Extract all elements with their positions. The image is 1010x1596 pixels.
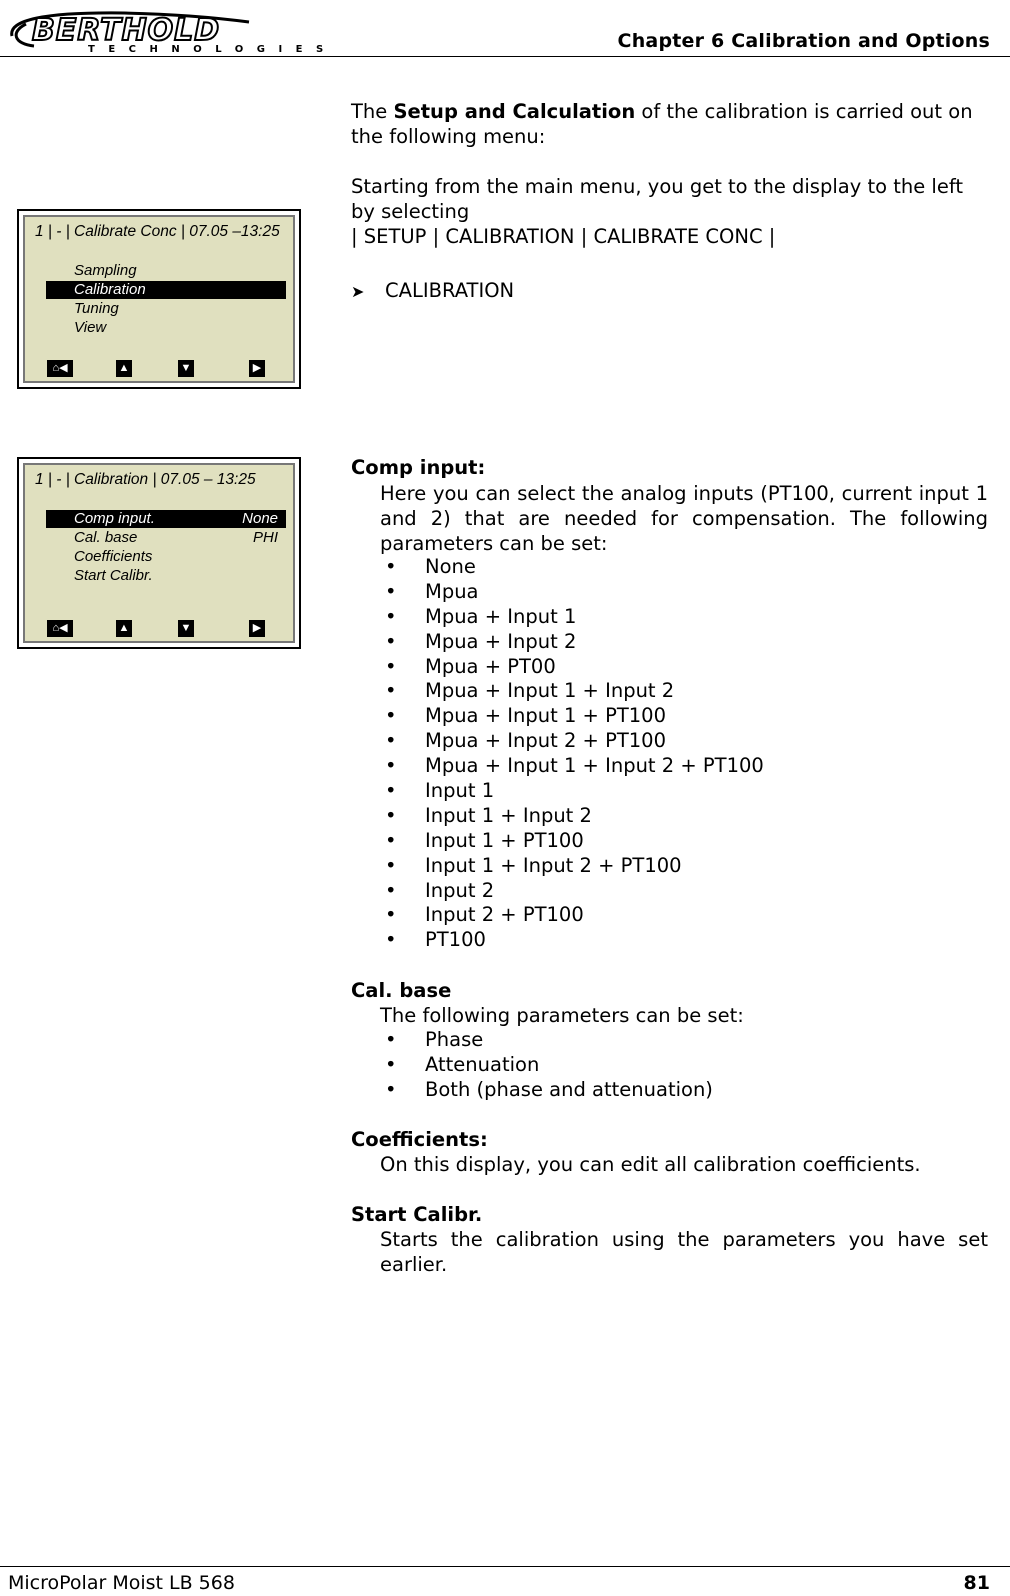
cal-base-option: • Both (phase and attenuation) <box>380 1078 713 1103</box>
lcd-header: 1 | - | Calibrate Conc | 07.05 –13:25 <box>35 223 280 240</box>
footer-divider <box>0 1566 1010 1567</box>
cal-base-heading: Cal. base <box>351 979 452 1002</box>
menu-item-comp-input-selected[interactable] <box>46 510 286 528</box>
cal-base-text: The following parameters can be set: <box>380 1004 744 1027</box>
comp-input-heading: Comp input: <box>351 456 486 479</box>
home-back-icon[interactable]: ⌂◀ <box>47 620 73 637</box>
comp-input-option: • Input 1 + Input 2 <box>380 804 764 829</box>
setup-calc-term: Setup and Calculation <box>393 100 636 123</box>
chapter-title: Chapter 6 Calibration and Options <box>617 30 990 52</box>
comp-input-option: • Mpua + Input 1 + Input 2 + PT100 <box>380 754 764 779</box>
comp-input-option: • Mpua + Input 1 <box>380 605 764 630</box>
arrow-right-icon[interactable]: ▶ <box>249 360 265 377</box>
arrow-up-icon[interactable]: ▲ <box>116 360 132 377</box>
cal-base-option: • Phase <box>380 1028 713 1053</box>
comp-input-option: • Input 1 <box>380 779 764 804</box>
arrow-up-icon[interactable]: ▲ <box>116 620 132 637</box>
comp-input-option: • Input 2 <box>380 879 764 904</box>
comp-input-option: • Mpua + Input 2 + PT100 <box>380 729 764 754</box>
intro-paragraph: The Setup and Calculation of the calibration is carried out on the following menu: <box>351 100 973 148</box>
menu-item-label: Comp input. <box>74 510 155 527</box>
menu-item-label: Coefficients <box>74 548 153 565</box>
menu-item-value: PHI <box>252 529 278 546</box>
arrowhead-icon: ➤ <box>351 282 365 301</box>
menu-item-calibration-selected[interactable]: Calibration <box>46 281 286 299</box>
menu-item-value: None <box>242 510 278 527</box>
comp-input-text: Here you can select the analog inputs (PT100, current input 1 and 2) that are needed for compensation. The following parameters can be set: <box>380 482 988 555</box>
menu-item-sampling[interactable]: Sampling <box>74 262 137 279</box>
navigation-paragraph: Starting from the main menu, you get to the display to the left by selecting | SETUP | CALIBRATION | CALIBRATE CONC | <box>351 174 991 249</box>
coefficients-heading: Coefficients: <box>351 1128 488 1151</box>
comp-input-option: • Mpua + Input 1 + Input 2 <box>380 679 764 704</box>
comp-input-option: • Input 2 + PT100 <box>380 903 764 928</box>
menu-item-cal-base[interactable] <box>46 529 286 547</box>
lcd-nav-bar <box>47 619 265 637</box>
menu-item-start-calibr[interactable] <box>46 567 286 585</box>
arrow-down-icon[interactable]: ▼ <box>178 360 194 377</box>
berthold-logo <box>4 6 337 55</box>
comp-input-option: • PT100 <box>380 928 764 953</box>
comp-input-option: • Mpua + Input 2 <box>380 630 764 655</box>
menu-item-coefficients[interactable] <box>46 548 286 566</box>
cal-base-option: • Attenuation <box>380 1053 713 1078</box>
comp-input-option: • Mpua + Input 1 + PT100 <box>380 704 764 729</box>
cal-base-options <box>380 1028 713 1103</box>
lcd-screen-calibration <box>17 457 301 649</box>
lcd-nav-bar <box>47 359 265 377</box>
arrow-down-icon[interactable]: ▼ <box>178 620 194 637</box>
lcd-header: 1 | - | Calibration | 07.05 – 13:25 <box>35 471 256 488</box>
lcd-screen-calibrate-conc <box>17 209 301 389</box>
coefficients-text: On this display, you can edit all calibration coefficients. <box>380 1153 921 1176</box>
header-divider <box>0 56 1010 57</box>
menu-item-label: Cal. base <box>74 529 138 546</box>
menu-item-tuning[interactable]: Tuning <box>74 300 119 317</box>
page-number: 81 <box>963 1572 990 1594</box>
comp-input-option: • None <box>380 555 764 580</box>
start-calibr-text: Starts the calibration using the parameters you have set earlier. <box>380 1228 988 1276</box>
start-calibr-heading: Start Calibr. <box>351 1203 483 1226</box>
comp-input-option: • Mpua + PT00 <box>380 655 764 680</box>
svg-text:TECHNOLOGIES: TECHNOLOGIES <box>88 44 337 55</box>
svg-text:BERTHOLD: BERTHOLD <box>32 13 221 48</box>
arrow-item: ➤ CALIBRATION <box>351 279 515 302</box>
menu-item-view[interactable]: View <box>74 319 107 336</box>
comp-input-option: • Input 1 + PT100 <box>380 829 764 854</box>
menu-path: | SETUP | CALIBRATION | CALIBRATE CONC | <box>351 225 776 248</box>
comp-input-option: • Input 1 + Input 2 + PT100 <box>380 854 764 879</box>
comp-input-options <box>380 555 764 953</box>
home-back-icon[interactable]: ⌂◀ <box>47 360 73 377</box>
comp-input-option: • Mpua <box>380 580 764 605</box>
product-name: MicroPolar Moist LB 568 <box>8 1572 235 1594</box>
arrow-right-icon[interactable]: ▶ <box>249 620 265 637</box>
menu-item-label: Start Calibr. <box>74 567 153 584</box>
